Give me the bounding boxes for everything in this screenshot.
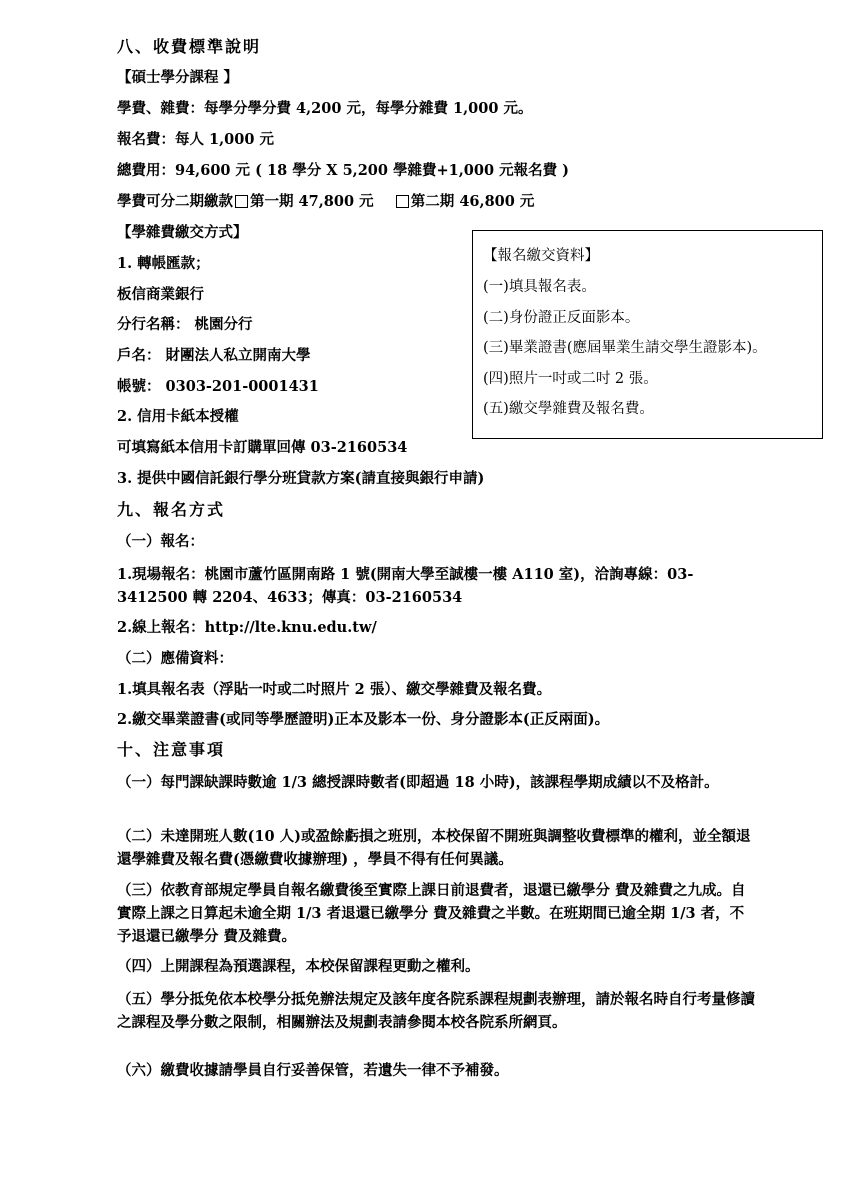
- installment-1-checkbox[interactable]: [235, 195, 248, 208]
- payment-2-description: 可填寫紙本信用卡訂購單回傳 03-2160534: [117, 439, 408, 456]
- registration-box-item: (五)繳交學雜費及報名費。: [483, 401, 654, 417]
- required-documents-subtitle: （二）應備資料：: [117, 650, 233, 667]
- account-name: 戶名： 財團法人私立開南大學: [117, 347, 311, 364]
- required-document-2: 2.繳交畢業證書(或同等學歷證明)正本及影本一份、身分證影本(正反兩面)。: [117, 711, 610, 728]
- installment-2-checkbox[interactable]: [396, 195, 409, 208]
- registration-box-item: (四)照片一吋或二吋 2 張。: [483, 371, 658, 387]
- online-registration: 2.線上報名：http://lte.knu.edu.tw/: [117, 619, 377, 636]
- required-document-1: 1.填具報名表（浮貼一吋或二吋照片 2 張）、繳交學雜費及報名費。: [117, 681, 552, 698]
- installment-1-label: 第一期 47,800 元: [250, 193, 374, 210]
- total-fee-line: 總費用：94,600 元 ( 18 學分 X 5,200 學雜費+1,000 元報名費 ): [117, 162, 570, 179]
- branch-name: 分行名稱： 桃園分行: [117, 316, 253, 333]
- tuition-fee-line: 學費、雜費：每學分學分費 4,200 元，每學分雜費 1,000 元。: [117, 100, 533, 117]
- note-6: （六）繳費收據請學員自行妥善保管，若遺失一律不予補發。: [117, 1062, 509, 1079]
- note-1: （一）每門課缺課時數逾 1/3 總授課時數者(即超過 18 小時)，該課程學期成績以不及格計。: [117, 774, 719, 791]
- installment-line: [117, 192, 534, 212]
- payment-3-loan: 3. 提供中國信託銀行學分班貸款方案(請直接與銀行申請): [117, 470, 485, 487]
- registration-box-item: (二)身份證正反面影本。: [483, 310, 640, 326]
- section-9-title: 九、報名方式: [117, 500, 226, 519]
- note-2: （二）未達開班人數(10 人)或盈餘虧損之班別，本校保留不開班與調整收費標準的權利，並全額退還學雜費及報名費(憑繳費收據辦理) ，學員不得有任何異議。: [117, 828, 751, 868]
- registration-box-title: 【報名繳交資料】: [483, 248, 599, 264]
- registration-box-item: (一)填具報名表。: [483, 279, 596, 295]
- registration-subtitle: （一）報名：: [117, 533, 204, 550]
- payment-2-credit-card: 2. 信用卡紙本授權: [117, 408, 239, 425]
- note-4: （四）上開課程為預選課程，本校保留課程更動之權利。: [117, 958, 480, 975]
- account-number: 帳號： 0303-201-0001431: [117, 378, 319, 395]
- note-3: （三）依教育部規定學員自報名繳費後至實際上課日前退費者，退還已繳學分 費及雜費之九成。自實際上課之日算起未逾全期 1/3 者退還已繳學分 費及雜費之半數。在班期間已逾全期 1/3 者，不予退還已繳學分 費及雜費。: [117, 882, 746, 945]
- payment-1-transfer: 1. 轉帳匯款；: [117, 255, 210, 272]
- section-10-title: 十、注意事項: [117, 740, 226, 759]
- installment-2-label: 第二期 46,800 元: [410, 193, 535, 210]
- registration-fee-line: 報名費：每人 1,000 元: [117, 131, 275, 148]
- section-8-title: 八、收費標準說明: [117, 37, 262, 56]
- note-5: （五）學分抵免依本校學分抵免辦法規定及該年度各院系課程規劃表辦理，請於報名時自行考量修讀之課程及學分數之限制，相關辦法及規劃表請參閱本校各院系所網頁。: [117, 991, 755, 1031]
- onsite-registration: 1.現場報名：桃園市蘆竹區開南路 1 號(開南大學至誠樓一樓 A110 室)，洽詢專線：03-3412500 轉 2204、4633；傳真：03-2160534: [117, 566, 694, 606]
- registration-box-item: (三)畢業證書(應屆畢業生請交學生證影本)。: [483, 340, 767, 356]
- bank-name: 板信商業銀行: [117, 286, 204, 303]
- master-course-subtitle: 【碩士學分課程 】: [117, 69, 239, 86]
- installment-prefix: 學費可分二期繳款: [117, 193, 233, 210]
- registration-documents-box: [472, 230, 823, 439]
- payment-method-title: 【學雜費繳交方式】: [117, 224, 248, 241]
